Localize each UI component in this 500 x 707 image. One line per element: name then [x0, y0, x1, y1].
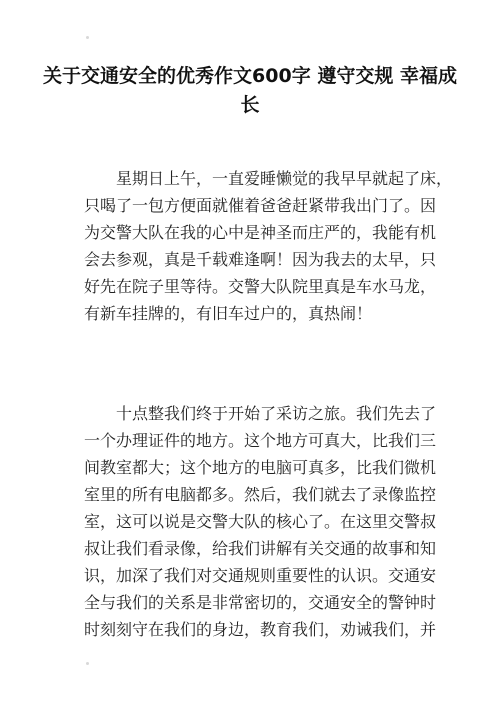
paragraph-line: 只喝了一包方便面就催着爸爸赶紧带我出门了。因 — [84, 196, 437, 215]
paragraph-line: 时刻刻守在我们的身边，教育我们，劝诫我们，并 — [84, 620, 437, 639]
paragraph-1 — [84, 165, 453, 327]
corner-mark-bottom — [86, 662, 89, 665]
paragraph-line: 星期日上午，一直爱睡懒觉的我早早就起了床， — [84, 169, 453, 188]
paragraph-line: 为交警大队在我的心中是神圣而庄严的，我能有机 — [84, 223, 437, 242]
paragraph-line: 十点整我们终于开始了采访之旅。我们先去了 — [84, 404, 437, 423]
paragraph-line: 好先在院子里等待。交警大队院里真是车水马龙， — [84, 277, 437, 296]
paragraph-line: 全与我们的关系是非常密切的，交通安全的警钟时 — [84, 593, 437, 612]
paragraph-line: 一个办理证件的地方。这个地方可真大，比我们三 — [84, 431, 437, 450]
paragraph-line: 有新车挂牌的，有旧车过户的，真热闹！ — [84, 304, 373, 323]
paragraph-line: 识，加深了我们对交通规则重要性的认识。交通安 — [84, 566, 437, 585]
paragraph-line: 室里的所有电脑都多。然后，我们就去了录像监控 — [84, 485, 437, 504]
corner-mark-top — [86, 36, 89, 39]
paragraph-line: 会去参观，真是千载难逢啊！因为我去的太早，只 — [84, 250, 437, 269]
paragraph-line: 叔让我们看录像，给我们讲解有关交通的故事和知 — [84, 539, 437, 558]
paragraph-line: 间教室都大；这个地方的电脑可真多，比我们微机 — [84, 458, 437, 477]
paragraph-line: 室，这可以说是交警大队的核心了。在这里交警叔 — [84, 512, 437, 531]
paragraph-2 — [84, 400, 437, 643]
document-title: 关于交通安全的优秀作文600字 遵守交规 幸福成长 — [43, 65, 457, 116]
